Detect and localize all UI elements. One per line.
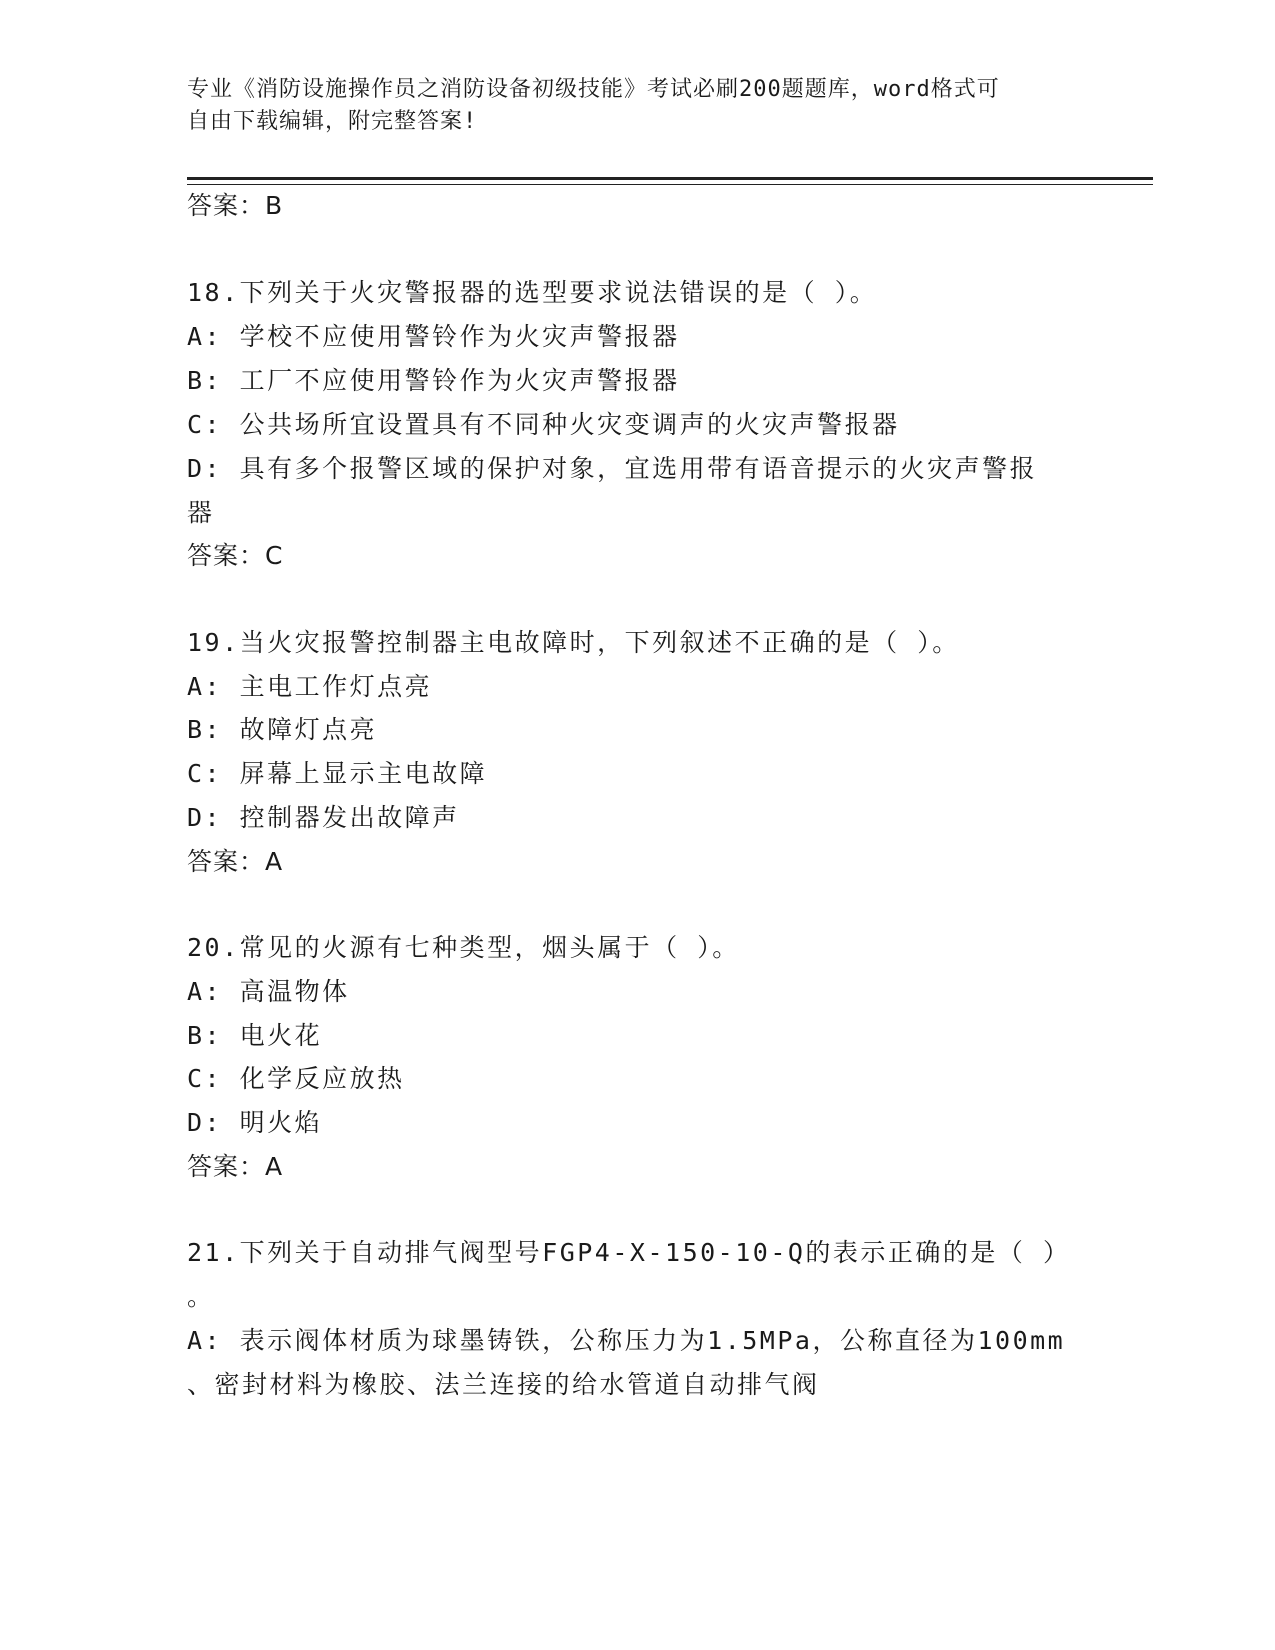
- document-header: [187, 74, 1087, 138]
- question-18-option-b: B: 工厂不应使用警铃作为火灾声警报器: [187, 366, 680, 395]
- question-21-stem: 21.下列关于自动排气阀型号FGP4-X-150-10-Q的表示正确的是（ ）: [187, 1238, 1071, 1267]
- question-19-option-b: B: 故障灯点亮: [187, 715, 378, 744]
- header-line-1: 专业《消防设施操作员之消防设备初级技能》考试必刷200题题库，word格式可: [187, 77, 1000, 102]
- question-18-option-d: D: 具有多个报警区域的保护对象，宜选用带有语音提示的火灾声警报: [187, 454, 1038, 483]
- answer-19: 答案：A: [187, 847, 284, 876]
- question-21-stem-cont: 。: [187, 1282, 215, 1311]
- question-19-option-a: A: 主电工作灯点亮: [187, 672, 433, 701]
- question-20-option-b: B: 电火花: [187, 1021, 323, 1050]
- question-20-stem: 20.常见的火源有七种类型，烟头属于（ ）。: [187, 933, 740, 962]
- question-18-option-d-cont: 器: [187, 498, 215, 527]
- question-20-option-c: C: 化学反应放热: [187, 1064, 405, 1093]
- question-18-option-c: C: 公共场所宜设置具有不同种火灾变调声的火灾声警报器: [187, 410, 900, 439]
- question-19-stem: 19.当火灾报警控制器主电故障时，下列叙述不正确的是（ ）。: [187, 628, 960, 657]
- question-21-option-a: A: 表示阀体材质为球墨铸铁，公称压力为1.5MPa，公称直径为100mm: [187, 1326, 1066, 1355]
- header-line-2: 自由下载编辑，附完整答案!: [187, 109, 478, 134]
- question-19-option-d: D: 控制器发出故障声: [187, 803, 460, 832]
- question-21-option-a-cont: 、密封材料为橡胶、法兰连接的给水管道自动排气阀: [187, 1370, 820, 1399]
- question-19-option-c: C: 屏幕上显示主电故障: [187, 759, 488, 788]
- answer-17: 答案：B: [187, 191, 284, 220]
- question-20-option-a: A: 高温物体: [187, 977, 350, 1006]
- header-rule-thick: [187, 177, 1153, 180]
- question-18-stem: 18.下列关于火灾警报器的选型要求说法错误的是（ ）。: [187, 278, 878, 307]
- question-18-option-a: A: 学校不应使用警铃作为火灾声警报器: [187, 322, 680, 351]
- header-rule-thin: [187, 184, 1153, 185]
- question-20-option-d: D: 明火焰: [187, 1108, 323, 1137]
- answer-18: 答案：C: [187, 541, 284, 570]
- answer-20: 答案：A: [187, 1152, 284, 1181]
